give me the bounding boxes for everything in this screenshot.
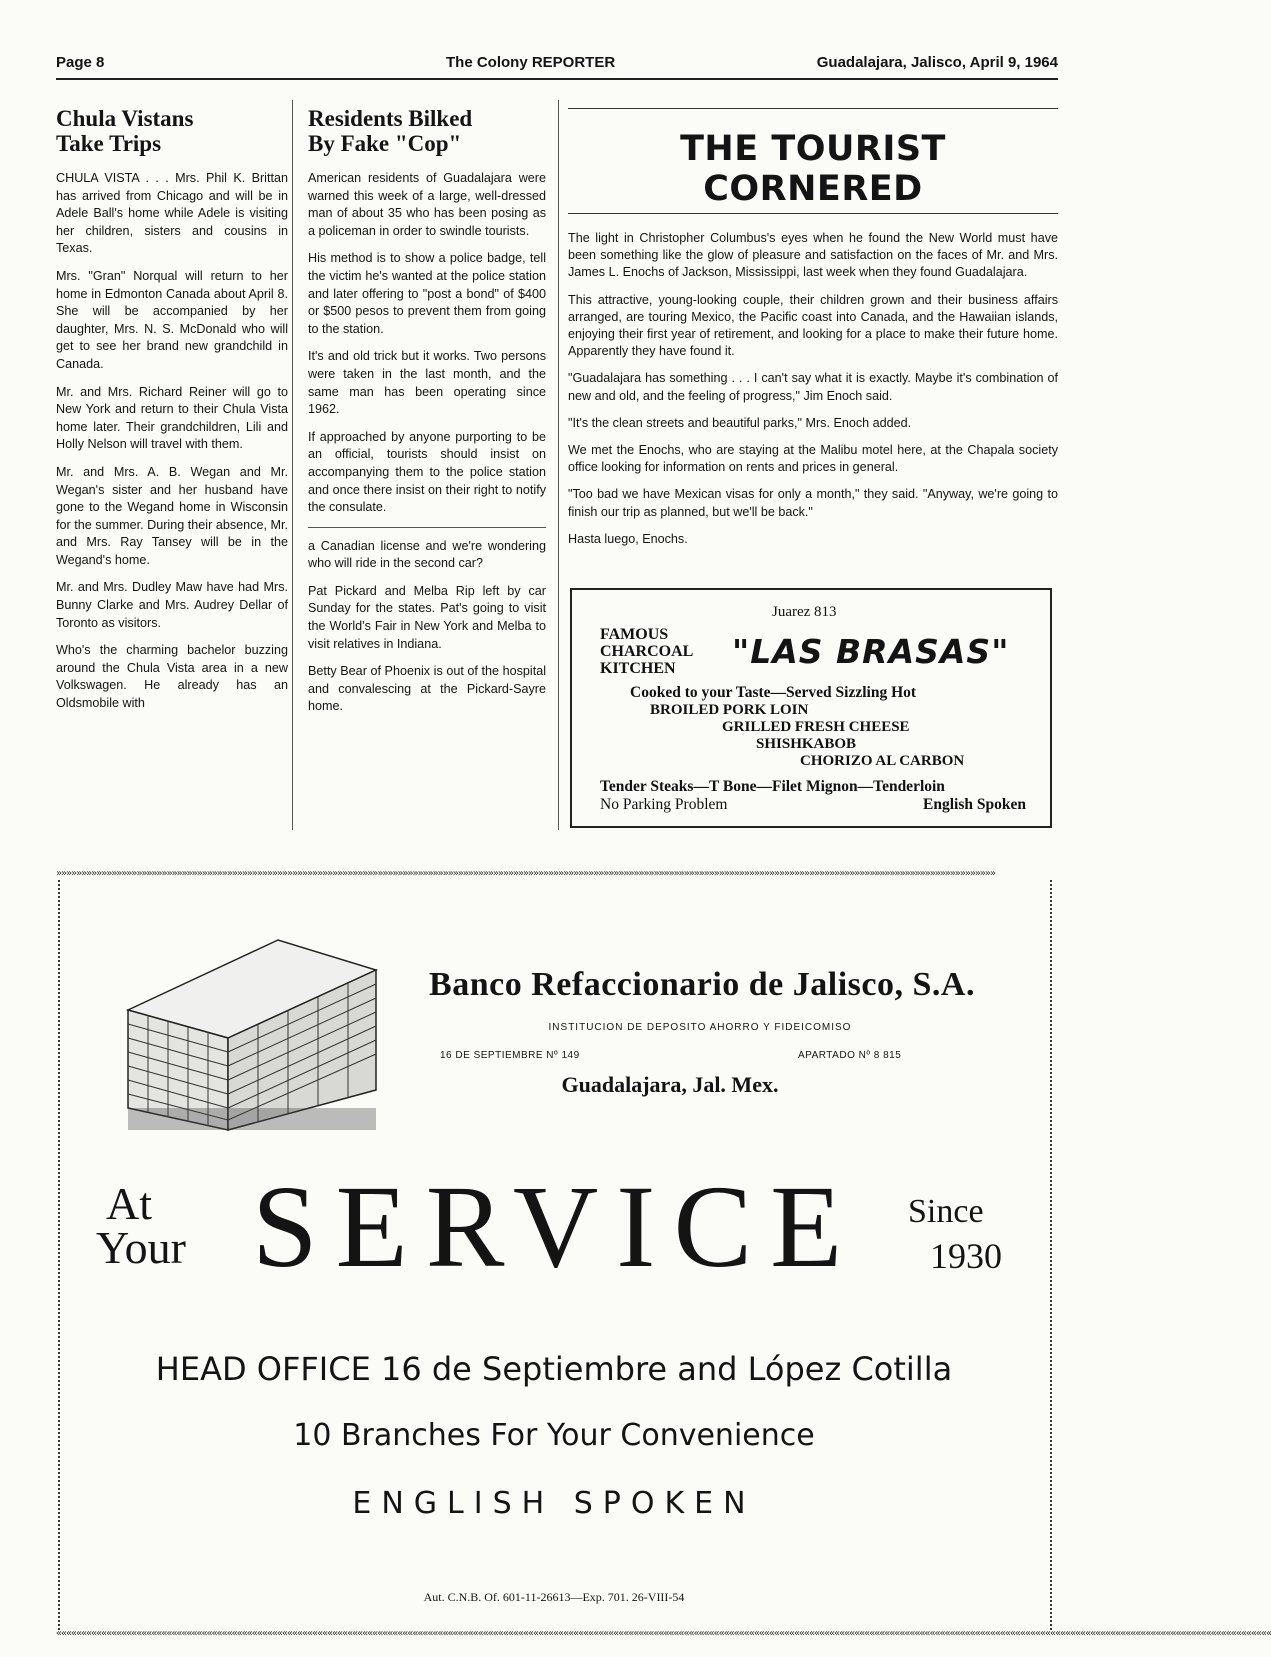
article-paragraph: Mr. and Mrs. A. B. Wegan and Mr. Wegan's sister and her husband have gone to the Wegand home in Wisconsin for the summer. During their absence, Mr. and Mrs. Ray Tansey will be in the Wegand's home. xyxy=(56,464,288,567)
article-paragraph: "Too bad we have Mexican visas for only a month," they said. "Anyway, we're going to finish our trip as planned, but we'll be back." xyxy=(568,487,1058,519)
article-paragraph: The light in Christopher Columbus's eyes when he found the New World must have been something like the glow of pleasure and satisfaction on the faces of Mr. and Mrs. James L. Enochs of Jackson, Mississippi, last week when they found Guadalajara. xyxy=(568,231,1058,280)
article-paragraph: His method is to show a police badge, tell the victim he's wanted at the police station and later offering to "post a bond" of $400 or $500 pesos to prevent them from going to the station. xyxy=(308,251,546,336)
article-paragraph: Mrs. "Gran" Norqual will return to her home in Edmonton Canada about April 8. She will be accompanied by her daughter, Mrs. N. S. McDonald who will get to see her brand new grandchild in Canada. xyxy=(56,268,288,371)
menu-item: BROILED PORK LOIN xyxy=(650,702,809,718)
page-number: Page 8 xyxy=(56,54,105,71)
article-paragraph: Who's the charming bachelor buzzing around the Chula Vista area in a new Volkswagen. He already has an Oldsmobile with xyxy=(56,643,288,711)
menu-item: SHISHKABOB xyxy=(756,736,857,752)
slogan-service: SERVICE xyxy=(252,1161,861,1292)
ad-menu xyxy=(630,702,1030,770)
article-paragraph: This attractive, young-looking couple, their children grown and their business affairs arranged, are touring Mexico, the Pacific coast into Canada, and the Hawaiian islands, enjoying their first year of retirement, and looking for a place to make their future home. Apparently they have found it. xyxy=(568,292,1058,359)
article-paragraph: Hasta luego, Enochs. xyxy=(568,531,688,546)
slogan-since: Since 1930 xyxy=(908,1193,1002,1276)
english-spoken: ENGLISH SPOKEN xyxy=(352,1486,756,1521)
dateline: Guadalajara, Jalisco, April 9, 1964 xyxy=(816,54,1058,71)
menu-item: GRILLED FRESH CHEESE xyxy=(722,719,910,735)
column-rule xyxy=(558,100,559,830)
article-paragraph: Mr. and Mrs. Richard Reiner will go to New York and return to their Chula Vista home later. Their grandchildren, Lili and Holly Nelson will travel with them. xyxy=(56,384,288,452)
authorization: Aut. C.N.B. Of. 601-11-26613—Exp. 701. 26-VIII-54 xyxy=(423,1590,685,1604)
article-headline: THE TOURIST CORNERED xyxy=(680,129,946,209)
bank-subtitle: INSTITUCION DE DEPOSITO AHORRO Y FIDEICOMISO xyxy=(548,1022,852,1033)
bank-city: Guadalajara, Jal. Mex. xyxy=(561,1072,779,1097)
article-residents-bilked xyxy=(308,106,546,726)
bank-name: Banco Refaccionario de Jalisco, S.A. xyxy=(429,966,975,1003)
ad-english: English Spoken xyxy=(923,796,1026,813)
article-tourist-cornered xyxy=(568,108,1058,558)
bank-address: 16 DE SEPTIEMBRE Nº 149 xyxy=(440,1050,580,1061)
article-paragraph: "It's the clean streets and beautiful parks," Mrs. Enoch added. xyxy=(568,415,912,430)
article-paragraph: We met the Enochs, who are staying at the Malibu motel here, at the Chapala society office looking for information on rents and prices in general. xyxy=(568,443,1058,475)
decorative-border-bottom: «««««««««««««««««««««««««««««««««««««««««««««««««««««««««««««««««««««««««««««««««««««««««««««««««««««««««««««««««««««««««««««««««««««««««««««««««««««««««««««««««««««««««««««««««««««««««««««««««««««««««««««««««««««««««««««««««««««««««««««««««« xyxy=(56,1628,1271,1639)
article-paragraph: If approached by anyone purporting to be an official, tourists should insist on accompanying them to the police station and once there insist on their right to notify the consulate. xyxy=(308,429,546,515)
article-paragraph: "Guadalajara has something . . . I can't say what it is exactly. Maybe it's combination of new and old, and the feeling of progress," Jim Enoch said. xyxy=(568,371,1058,403)
article-paragraph: Pat Pickard and Melba Rip left by car Sunday for the states. Pat's going to visit the World's Fair in New York and Melba to visit relatives in Indiana. xyxy=(308,583,546,651)
branches: 10 Branches For Your Convenience xyxy=(293,1418,815,1453)
paper-title: The Colony REPORTER xyxy=(446,54,616,71)
divider xyxy=(308,527,546,528)
ad-slogan: Cooked to your Taste—Served Sizzling Hot xyxy=(630,684,917,701)
menu-item: CHORIZO AL CARBON xyxy=(800,753,965,769)
article-paragraph: Mr. and Mrs. Dudley Maw have had Mrs. Bunny Clarke and Mrs. Audrey Dellar of Toronto as visitors. xyxy=(56,580,288,630)
decorative-border-left xyxy=(58,880,62,1630)
article-chula-vistans xyxy=(56,106,288,723)
ad-address: Juarez 813 xyxy=(772,604,837,620)
masthead-rule xyxy=(56,78,1058,80)
ad-las-brasas xyxy=(570,588,1052,828)
ad-parking: No Parking Problem xyxy=(600,796,728,813)
column-rule xyxy=(292,100,293,830)
head-office: HEAD OFFICE 16 de Septiembre and López Cotilla xyxy=(155,1350,953,1388)
decorative-border-right xyxy=(1050,880,1054,1630)
masthead xyxy=(56,54,1058,76)
decorative-border-top: »»»»»»»»»»»»»»»»»»»»»»»»»»»»»»»»»»»»»»»»»»»»»»»»»»»»»»»»»»»»»»»»»»»»»»»»»»»»»»»»»»»»»»»»»»»»»»»»»»»»»»»»»»»»»»»»»»»»»»»»»»»»»»»»»»»»»»»»»»»»»»»»»»»»»»»»»»»»»»»»»»»»»»»»»»»»»»»»»»»»»»»»»»» xyxy=(56,868,995,879)
article-paragraph: CHULA VISTA . . . Mrs. Phil K. Brittan has arrived from Chicago and will be in Adele Ball's home while Adele is visiting her children, sisters and cousins in Texas. xyxy=(56,171,288,256)
article-headline: Chula Vistans Take Trips xyxy=(56,106,194,156)
article-paragraph: It's and old trick but it works. Two persons were taken in the last month, and the same man has been operating since 1962. xyxy=(308,349,546,417)
ad-tagline: FAMOUS CHARCOAL KITCHEN xyxy=(600,626,694,677)
article-paragraph: a Canadian license and we're wondering who will ride in the second car? xyxy=(308,538,546,571)
bank-building-illustration xyxy=(118,930,386,1140)
ad-steaks: Tender Steaks—T Bone—Filet Mignon—Tenderloin xyxy=(600,778,945,795)
article-headline: Residents Bilked By Fake "Cop" xyxy=(308,106,473,156)
ad-restaurant-name: "LAS BRASAS" xyxy=(732,632,1010,671)
slogan-at-your: At Your xyxy=(96,1178,186,1273)
article-paragraph: American residents of Guadalajara were warned this week of a large, well-dressed man of about 35 who has been posing as a policeman in order to swindle tourists. xyxy=(308,171,546,238)
bank-po-box: APARTADO Nº 8 815 xyxy=(798,1050,902,1061)
article-paragraph: Betty Bear of Phoenix is out of the hospital and convalescing at the Pickard-Sayre home. xyxy=(308,664,546,714)
